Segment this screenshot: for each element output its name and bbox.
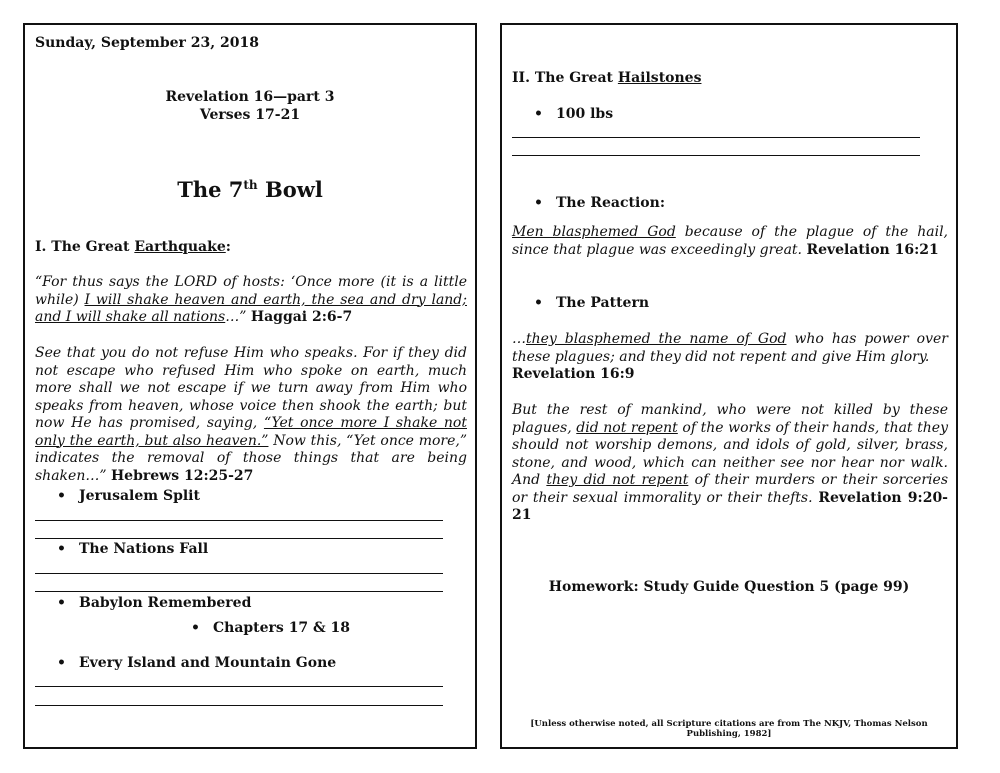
- passage-line-1: Revelation 16—part 3: [165, 89, 335, 105]
- blank-line: [35, 520, 443, 521]
- quote-underlined: did not repent: [576, 419, 678, 436]
- homework-note: Homework: Study Guide Question 5 (page 99): [548, 579, 910, 595]
- blank-line: [512, 155, 920, 156]
- pattern-quote: [512, 331, 948, 384]
- bullet-label: Chapters 17 & 18: [213, 620, 351, 636]
- scripture-reference: Hebrews 12:25-27: [110, 467, 254, 484]
- footnote: [Unless otherwise noted, all Scripture citations are from The NKJV, Thomas Nelson Publishing, 1982]: [530, 719, 928, 739]
- bullet-icon: •: [57, 488, 66, 504]
- quote-underlined: Men blasphemed God: [512, 224, 676, 240]
- bullet-item: [57, 655, 336, 671]
- quote-underlined: I will shake heaven and earth, the sea and dry land; and I will shake all nations: [35, 291, 467, 325]
- hebrews-quote: [35, 345, 467, 485]
- quote-text-end: Now this, “Yet once more,” indicates the removal of those things that are being shaken…”: [35, 432, 468, 484]
- bullet-label: Babylon Remembered: [79, 595, 252, 611]
- bullet-item: [57, 595, 251, 611]
- bullet-label: The Pattern: [556, 295, 649, 311]
- title-text-end: Bowl: [257, 177, 323, 202]
- scripture-reference: Revelation 16:21: [806, 241, 939, 258]
- blank-line: [35, 538, 443, 539]
- sub-bullet-item: [191, 620, 350, 636]
- blank-line: [35, 705, 443, 706]
- quote-underlined: “Yet once more I shake not only the earth, but also heaven.”: [35, 415, 467, 449]
- quote-text: of their murders or their sorceries or their sexual immorality or their thefts.: [512, 472, 949, 506]
- quote-underlined: they blasphemed the name of God: [526, 331, 787, 347]
- quote-underlined: they did not repent: [546, 472, 689, 488]
- quote-text: See that you do not refuse Him who speaks. For if they did not escape who refused Him who spoke on earth, much more shall we not escape if we turn away from Him who speaks from heaven, whose voice then shook the earth; but now He has promised, saying,: [35, 345, 467, 431]
- rest-of-mankind-quote: [512, 402, 948, 525]
- section-1-heading: [35, 239, 231, 255]
- bullet-label: Every Island and Mountain Gone: [79, 655, 337, 671]
- bullet-item: [534, 195, 665, 211]
- bullet-icon: •: [57, 595, 66, 611]
- bullet-icon: •: [191, 620, 200, 636]
- passage-line-2: Verses 17-21: [199, 107, 301, 123]
- bullet-icon: •: [534, 195, 543, 211]
- bullet-icon: •: [57, 541, 66, 557]
- blank-line: [35, 686, 443, 687]
- left-page: [23, 23, 477, 749]
- quote-ellipsis: …”: [225, 309, 251, 325]
- haggai-quote: [35, 274, 467, 327]
- section-1-label: I. The Great: [35, 239, 135, 255]
- section-1-colon: :: [225, 239, 231, 255]
- section-1-keyword: Earthquake: [134, 239, 226, 255]
- quote-text: But the rest of mankind, who were not killed by these plagues,: [512, 402, 948, 436]
- bullet-icon: •: [534, 295, 543, 311]
- section-2-keyword: Hailstones: [617, 70, 702, 86]
- quote-text: who has power over these plagues; and they did not repent and give Him glory.: [512, 331, 948, 365]
- blank-line: [512, 137, 920, 138]
- bullet-icon: •: [534, 106, 543, 122]
- quote-text: of the works of their hands, that they should not worship demons, and idols of gold, silver, brass, stone, and wood, which can neither see nor hear nor walk. And: [512, 419, 948, 488]
- quote-text: because of the plague of the hail, since that plague was exceedingly great.: [512, 224, 948, 258]
- right-page: [500, 23, 958, 749]
- page-title: [25, 177, 475, 202]
- bullet-item: [57, 541, 208, 557]
- title-text: The 7: [177, 177, 244, 202]
- quote-ellipsis: …: [512, 331, 526, 347]
- section-2-heading: [512, 70, 701, 86]
- blank-line: [35, 591, 443, 592]
- bullet-icon: •: [57, 655, 66, 671]
- bullet-label: The Nations Fall: [79, 541, 209, 557]
- bullet-label: The Reaction:: [556, 195, 665, 211]
- scripture-reference: Revelation 16:9: [512, 366, 635, 382]
- scripture-reference: Revelation 9:20-21: [512, 489, 948, 523]
- bullet-item: [534, 295, 649, 311]
- bullet-label: 100 lbs: [556, 106, 614, 122]
- section-2-label: II. The Great: [512, 70, 618, 86]
- bullet-label: Jerusalem Split: [79, 488, 200, 504]
- bullet-item: [57, 488, 200, 504]
- blank-line: [35, 573, 443, 574]
- bullet-item: [534, 106, 613, 122]
- reaction-quote: [512, 224, 948, 259]
- title-superscript: th: [243, 178, 258, 192]
- scripture-reference: Haggai 2:6-7: [250, 309, 353, 325]
- quote-text: “For thus says the LORD of hosts: ‘Once more (it is a little while): [35, 274, 467, 308]
- date: Sunday, September 23, 2018: [35, 35, 260, 51]
